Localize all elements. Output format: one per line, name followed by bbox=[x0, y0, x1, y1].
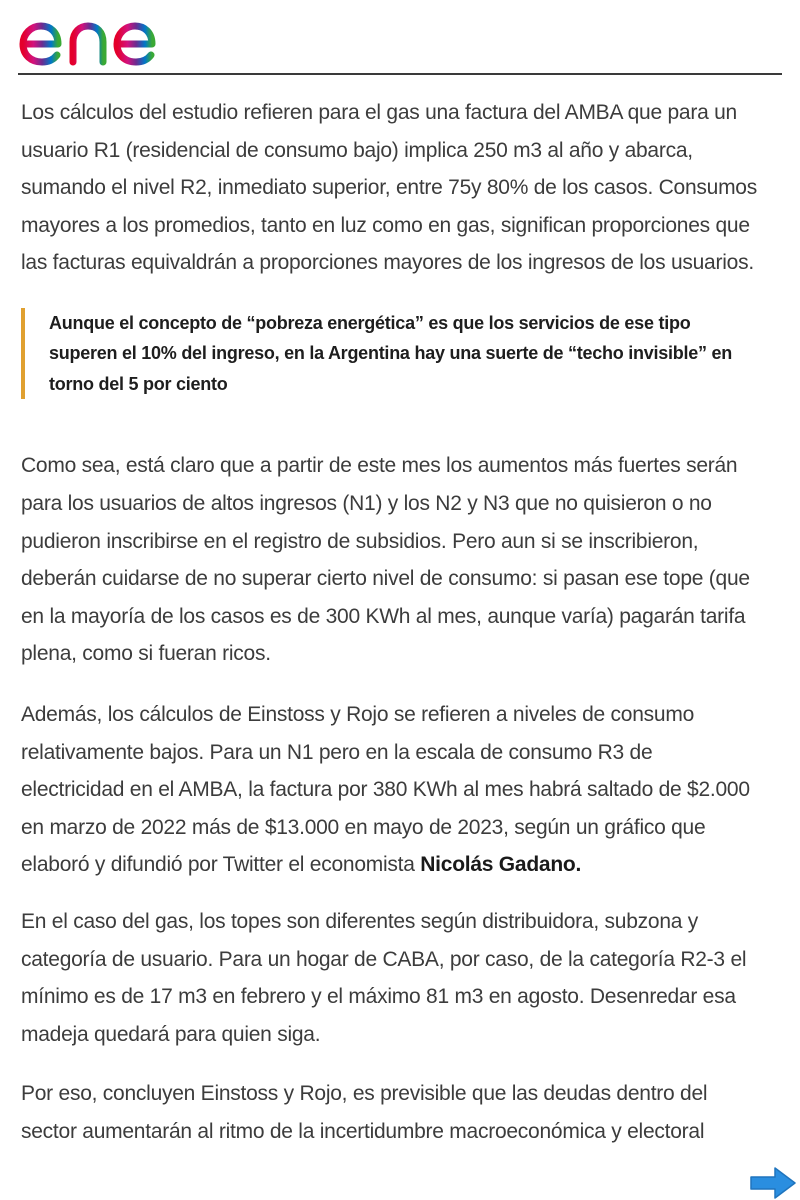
paragraph-4: En el caso del gas, los topes son diferentes según distribuidora, subzona y categoría de usuario. Para un hogar de CABA, por caso, de la categoría R2-3 el mínimo es de 17 m3 en febrero y el máximo 81 m3 en agosto. Desenredar esa madeja quedará para quien siga. bbox=[21, 910, 747, 1046]
paragraph-5: Por eso, concluyen Einstoss y Rojo, es previsible que las deudas dentro del sector aumentarán al ritmo de la incertidumbre macroeconómica y electoral bbox=[21, 1082, 708, 1143]
enel-logo[interactable] bbox=[18, 4, 183, 66]
pullquote bbox=[21, 308, 761, 400]
arrow-right-icon[interactable] bbox=[749, 1166, 797, 1200]
economist-name: Nicolás Gadano. bbox=[420, 853, 582, 877]
site-header bbox=[18, 0, 782, 75]
pullquote-text: Aunque el concepto de “pobreza energética” es que los servicios de ese tipo superen el 10% del ingreso, en la Argentina hay una suerte de “techo invisible” en torno del 5 por ciento bbox=[49, 312, 733, 394]
paragraph-3 bbox=[21, 696, 761, 884]
paragraph-3-text: Además, los cálculos de Einstoss y Rojo se refieren a niveles de consumo relativamente bajos. Para un N1 pero en la escala de consumo R3 de electricidad en el AMBA, la factura por 380 KWh al mes habrá saltado de $2.000 en marzo de 2022 más de $13.000 en mayo de 2023, según un gráfico que elaboró y difundió por Twitter el economista bbox=[21, 703, 750, 877]
paragraph-1: Los cálculos del estudio refieren para el gas una factura del AMBA que para un usuario R1 (residencial de consumo bajo) implica 250 m3 al año y abarca, sumando el nivel R2, inmediato superior, entre 75y 80% de los casos. Consumos mayores a los promedios, tanto en luz como en gas, significan proporciones que las facturas equivaldrán a proporciones mayores de los ingresos de los usuarios. bbox=[21, 101, 757, 275]
article-body bbox=[21, 94, 761, 1151]
paragraph-2: Como sea, está claro que a partir de este mes los aumentos más fuertes serán para los usuarios de altos ingresos (N1) y los N2 y N3 que no quisieron o no pudieron inscribirse en el registro de subsidios. Pero aun si se inscribieron, deberán cuidarse de no superar cierto nivel de consumo: si pasan ese tope (que en la mayoría de los casos es de 300 KWh al mes, aunque varía) pagarán tarifa plena, como si fueran ricos. bbox=[21, 454, 750, 666]
